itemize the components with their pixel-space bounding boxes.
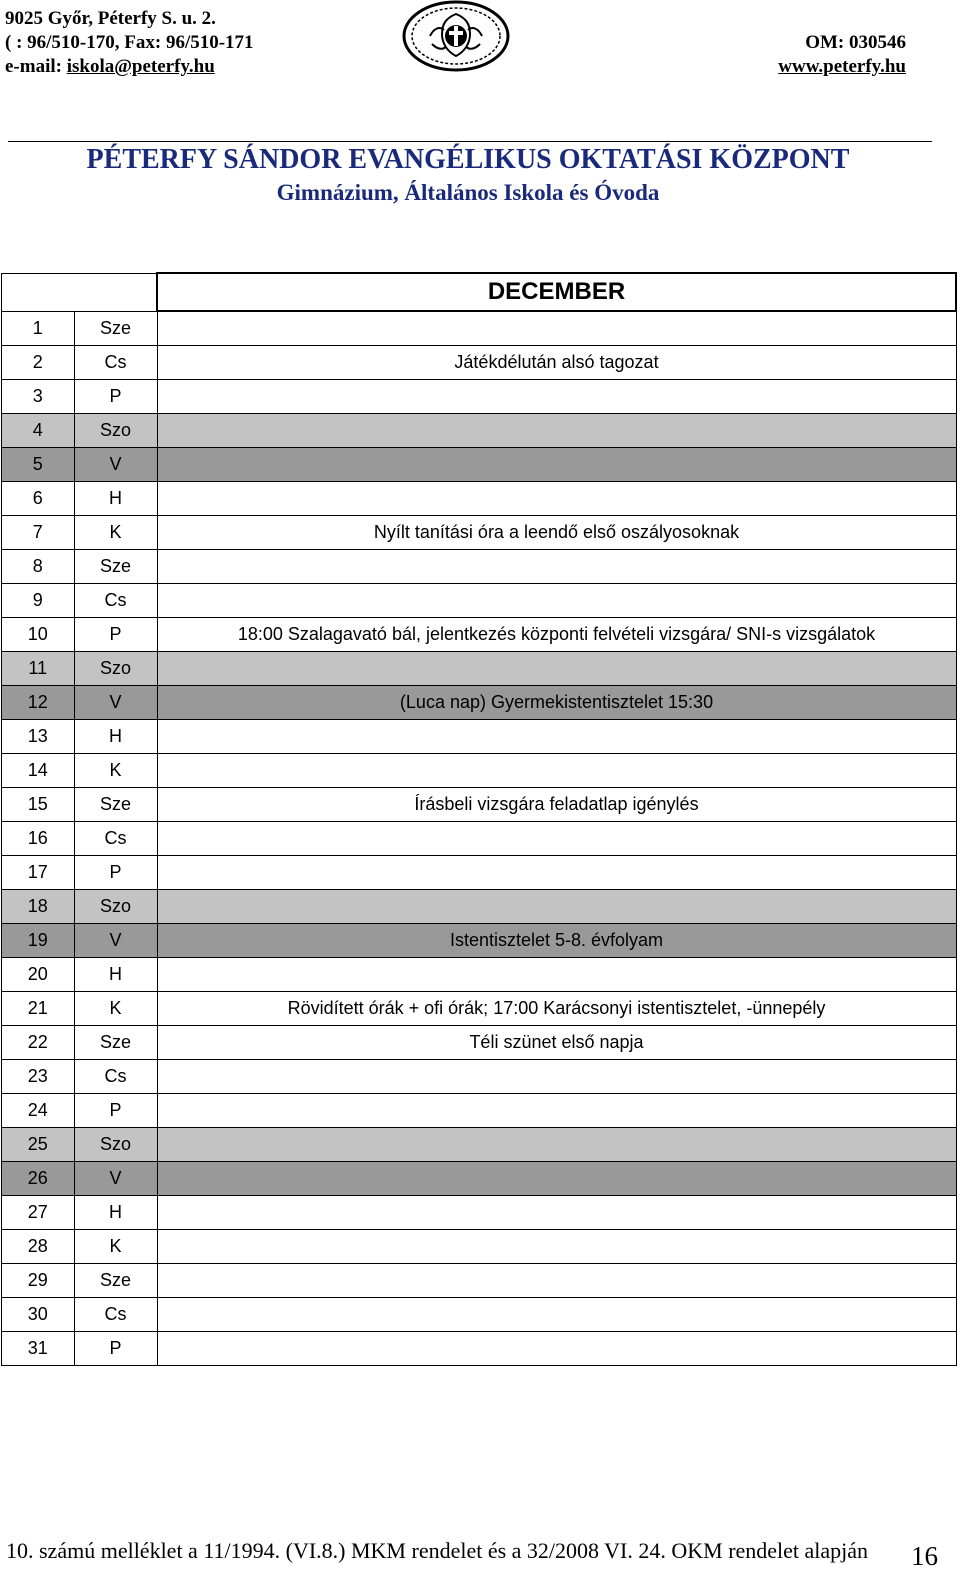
logo-seal-icon bbox=[400, 0, 512, 72]
page-title: PÉTERFY SÁNDOR EVANGÉLIKUS OKTATÁSI KÖZPONT bbox=[86, 144, 850, 175]
day-number: 1 bbox=[2, 311, 75, 346]
calendar-row bbox=[2, 1162, 957, 1196]
phone-line bbox=[5, 31, 254, 55]
day-number: 31 bbox=[2, 1332, 75, 1366]
weekday: K bbox=[74, 1230, 157, 1264]
weekday: P bbox=[74, 1094, 157, 1128]
day-number: 18 bbox=[2, 890, 75, 924]
day-number: 6 bbox=[2, 482, 75, 516]
email-label: e-mail: bbox=[5, 56, 67, 77]
weekday: V bbox=[74, 924, 157, 958]
event-text bbox=[157, 754, 956, 788]
weekday: V bbox=[74, 686, 157, 720]
event-text: Istentisztelet 5-8. évfolyam bbox=[157, 924, 956, 958]
calendar-row bbox=[2, 1196, 957, 1230]
day-number: 2 bbox=[2, 346, 75, 380]
event-text bbox=[157, 448, 956, 482]
weekday: Szo bbox=[74, 890, 157, 924]
event-text bbox=[157, 1298, 956, 1332]
weekday: Sze bbox=[74, 1026, 157, 1060]
calendar-row bbox=[2, 686, 957, 720]
calendar-row bbox=[2, 1264, 957, 1298]
weekday: V bbox=[74, 448, 157, 482]
event-text: Nyílt tanítási óra a leendő első oszályosoknak bbox=[157, 516, 956, 550]
calendar-row bbox=[2, 856, 957, 890]
calendar-row bbox=[2, 1230, 957, 1264]
weekday: P bbox=[74, 856, 157, 890]
day-number: 21 bbox=[2, 992, 75, 1026]
calendar-row bbox=[2, 584, 957, 618]
website-link[interactable]: www.peterfy.hu bbox=[778, 56, 906, 77]
calendar-table bbox=[1, 272, 957, 1366]
calendar-row bbox=[2, 924, 957, 958]
weekday: Cs bbox=[74, 346, 157, 380]
event-text bbox=[157, 856, 956, 890]
day-number: 12 bbox=[2, 686, 75, 720]
day-number: 20 bbox=[2, 958, 75, 992]
event-text: Játékdélután alsó tagozat bbox=[157, 346, 956, 380]
contact-block bbox=[5, 7, 254, 79]
event-text bbox=[157, 1332, 956, 1366]
calendar-row bbox=[2, 516, 957, 550]
day-number: 11 bbox=[2, 652, 75, 686]
weekday: K bbox=[74, 754, 157, 788]
day-number: 22 bbox=[2, 1026, 75, 1060]
calendar-row bbox=[2, 414, 957, 448]
phone-icon: ( bbox=[5, 32, 12, 53]
weekday: H bbox=[74, 720, 157, 754]
weekday: Szo bbox=[74, 1128, 157, 1162]
event-text: (Luca nap) Gyermekistentisztelet 15:30 bbox=[157, 686, 956, 720]
calendar-row bbox=[2, 448, 957, 482]
event-text bbox=[157, 958, 956, 992]
weekday: Sze bbox=[74, 550, 157, 584]
month-blank-cell bbox=[74, 273, 157, 311]
calendar-row bbox=[2, 958, 957, 992]
calendar-row bbox=[2, 550, 957, 584]
weekday: Cs bbox=[74, 1298, 157, 1332]
event-text bbox=[157, 584, 956, 618]
day-number: 7 bbox=[2, 516, 75, 550]
weekday: K bbox=[74, 516, 157, 550]
calendar-row bbox=[2, 618, 957, 652]
event-text bbox=[157, 482, 956, 516]
weekday: Cs bbox=[74, 584, 157, 618]
calendar-row bbox=[2, 1332, 957, 1366]
calendar-row bbox=[2, 380, 957, 414]
calendar-row bbox=[2, 1128, 957, 1162]
event-text bbox=[157, 1094, 956, 1128]
event-text bbox=[157, 1196, 956, 1230]
day-number: 28 bbox=[2, 1230, 75, 1264]
weekday: P bbox=[74, 380, 157, 414]
event-text bbox=[157, 652, 956, 686]
event-text: Írásbeli vizsgára feladatlap igénylés bbox=[157, 788, 956, 822]
event-text bbox=[157, 1264, 956, 1298]
calendar-row bbox=[2, 652, 957, 686]
email-line bbox=[5, 55, 254, 79]
weekday: Sze bbox=[74, 311, 157, 346]
calendar-row bbox=[2, 346, 957, 380]
day-number: 19 bbox=[2, 924, 75, 958]
event-text bbox=[157, 414, 956, 448]
calendar-row bbox=[2, 482, 957, 516]
calendar-row bbox=[2, 1026, 957, 1060]
page-number: 16 bbox=[911, 1541, 938, 1571]
event-text bbox=[157, 890, 956, 924]
weekday: Cs bbox=[74, 822, 157, 856]
day-number: 16 bbox=[2, 822, 75, 856]
calendar-row bbox=[2, 1298, 957, 1332]
event-text bbox=[157, 1230, 956, 1264]
day-number: 30 bbox=[2, 1298, 75, 1332]
event-text: Rövidített órák + ofi órák; 17:00 Karácsonyi istentisztelet, -ünnepély bbox=[157, 992, 956, 1026]
weekday: Sze bbox=[74, 788, 157, 822]
weekday: P bbox=[74, 1332, 157, 1366]
weekday: P bbox=[74, 618, 157, 652]
day-number: 27 bbox=[2, 1196, 75, 1230]
weekday: H bbox=[74, 958, 157, 992]
school-ids bbox=[778, 31, 906, 79]
month-title: DECEMBER bbox=[157, 273, 956, 311]
weekday: Cs bbox=[74, 1060, 157, 1094]
day-number: 25 bbox=[2, 1128, 75, 1162]
day-number: 15 bbox=[2, 788, 75, 822]
weekday: V bbox=[74, 1162, 157, 1196]
day-number: 4 bbox=[2, 414, 75, 448]
day-number: 29 bbox=[2, 1264, 75, 1298]
event-text bbox=[157, 1128, 956, 1162]
day-number: 3 bbox=[2, 380, 75, 414]
event-text bbox=[157, 1162, 956, 1196]
calendar-row bbox=[2, 720, 957, 754]
day-number: 9 bbox=[2, 584, 75, 618]
weekday: H bbox=[74, 1196, 157, 1230]
calendar-row bbox=[2, 1060, 957, 1094]
page-subtitle: Gimnázium, Általános Iskola és Óvoda bbox=[276, 180, 660, 205]
day-number: 24 bbox=[2, 1094, 75, 1128]
event-text: Téli szünet első napja bbox=[157, 1026, 956, 1060]
calendar-row bbox=[2, 992, 957, 1026]
weekday: Szo bbox=[74, 652, 157, 686]
calendar-row bbox=[2, 754, 957, 788]
month-row bbox=[2, 273, 957, 311]
event-text bbox=[157, 311, 956, 346]
weekday: Sze bbox=[74, 1264, 157, 1298]
event-text bbox=[157, 720, 956, 754]
email-link[interactable]: iskola@peterfy.hu bbox=[66, 56, 215, 77]
address: 9025 Győr, Péterfy S. u. 2. bbox=[5, 8, 216, 29]
day-number: 5 bbox=[2, 448, 75, 482]
calendar-row bbox=[2, 890, 957, 924]
om-code: OM: 030546 bbox=[805, 32, 906, 53]
day-number: 26 bbox=[2, 1162, 75, 1196]
event-text bbox=[157, 550, 956, 584]
weekday: H bbox=[74, 482, 157, 516]
day-number: 14 bbox=[2, 754, 75, 788]
calendar-row bbox=[2, 822, 957, 856]
event-text bbox=[157, 822, 956, 856]
day-number: 17 bbox=[2, 856, 75, 890]
calendar-row bbox=[2, 311, 957, 346]
weekday: Szo bbox=[74, 414, 157, 448]
phone-fax: : 96/510-170, Fax: 96/510-171 bbox=[11, 32, 254, 53]
day-number: 23 bbox=[2, 1060, 75, 1094]
event-text bbox=[157, 380, 956, 414]
calendar-row bbox=[2, 788, 957, 822]
weekday: K bbox=[74, 992, 157, 1026]
day-number: 13 bbox=[2, 720, 75, 754]
footer-note: 10. számú melléklet a 11/1994. (VI.8.) MKM rendelet és a 32/2008 VI. 24. OKM rendelet alapján bbox=[6, 1538, 869, 1563]
event-text: 18:00 Szalagavató bál, jelentkezés központi felvételi vizsgára/ SNI-s vizsgálatok bbox=[157, 618, 956, 652]
day-number: 8 bbox=[2, 550, 75, 584]
month-blank-cell bbox=[2, 273, 75, 311]
header-divider bbox=[8, 141, 932, 142]
calendar-row bbox=[2, 1094, 957, 1128]
day-number: 10 bbox=[2, 618, 75, 652]
event-text bbox=[157, 1060, 956, 1094]
